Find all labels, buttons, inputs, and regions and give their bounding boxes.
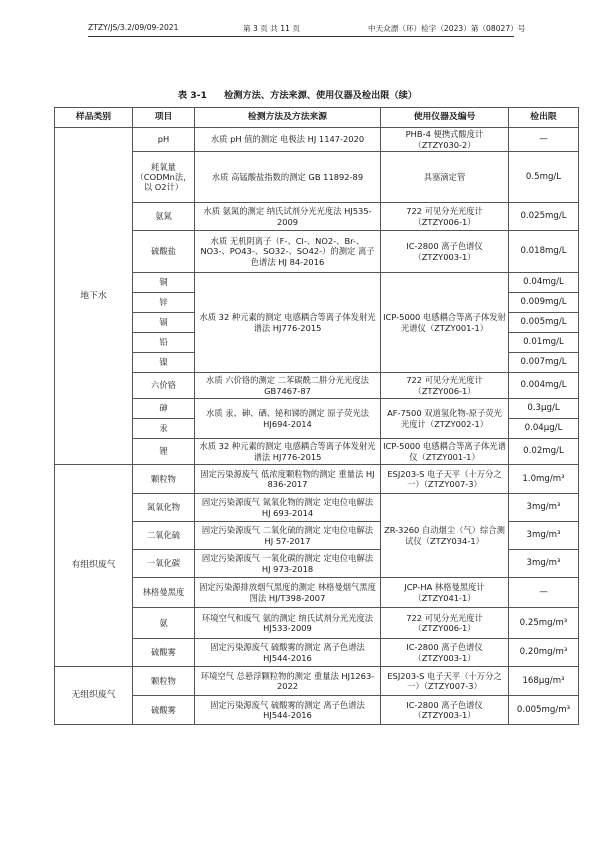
- table-row: [55, 465, 579, 494]
- method-cell: 固定污染源废气 二氧化硫的测定 定电位电解法 HJ 57-2017: [195, 522, 381, 550]
- limit-cell: 0.25mg/m³: [509, 608, 579, 639]
- report-number: 中天众漂（环）检字（2023）第（08027）号: [368, 24, 526, 33]
- instrument-cell: 722 可见分光光度计（ZTZY006-1）: [381, 608, 509, 639]
- item-cell: 硫酸雾: [133, 639, 195, 667]
- instrument-cell: PHB-4 便携式酸度计（ZTZY030-2）: [381, 128, 509, 152]
- table-row: [55, 696, 579, 725]
- limit-cell: 0.005mg/L: [509, 313, 579, 333]
- limit-cell: 0.018mg/L: [509, 231, 579, 273]
- item-cell: 一氧化碳: [133, 550, 195, 578]
- table-row: [55, 373, 579, 399]
- page-indicator: 第 3 页 共 11 页: [243, 24, 300, 33]
- limit-cell: 0.005mg/m³: [509, 696, 579, 725]
- instrument-cell: 722 可见分光光度计（ZTZY006-1）: [381, 203, 509, 231]
- table-row: [55, 203, 579, 231]
- instrument-cell: IC-2800 离子色谱仪（ZTZY003-1）: [381, 639, 509, 667]
- item-cell: 氮氧化物: [133, 494, 195, 522]
- item-cell: 氨氮: [133, 203, 195, 231]
- limit-cell: 0.04μg/L: [509, 419, 579, 439]
- document-code: ZTZY/JS/3.2/09/09-2021: [88, 23, 179, 32]
- limit-cell: 0.3μg/L: [509, 399, 579, 419]
- instrument-cell: ICP-5000 电感耦合等离子体光谱仪（ZTZY001-1）: [381, 439, 509, 465]
- col-header-method: 检测方法及方法来源: [195, 108, 381, 128]
- item-cell: 氨: [133, 608, 195, 639]
- instrument-cell: JCP-HA 林格曼黑度计（ZTZY041-1）: [381, 578, 509, 608]
- item-cell: 颗粒物: [133, 465, 195, 494]
- table-row: [55, 128, 579, 152]
- method-cell: 环境空气 总悬浮颗粒物的测定 重量法 HJ1263-2022: [195, 667, 381, 696]
- col-header-item: 项目: [133, 108, 195, 128]
- item-cell: 锌: [133, 293, 195, 313]
- instrument-cell: IC-2800 离子色谱仪（ZTZY003-1）: [381, 696, 509, 725]
- method-cell: 固定污染源废气 硫酸雾的测定 离子色谱法 HJ544-2016: [195, 696, 381, 725]
- limit-cell: 0.004mg/L: [509, 373, 579, 399]
- instrument-cell: 具塞滴定管: [381, 152, 509, 203]
- item-cell: 硫酸盐: [133, 231, 195, 273]
- limit-cell: 3mg/m³: [509, 522, 579, 550]
- limit-cell: 0.01mg/L: [509, 333, 579, 353]
- limit-cell: 0.02mg/L: [509, 439, 579, 465]
- instrument-cell: IC-2800 离子色谱仪（ZTZY003-1）: [381, 231, 509, 273]
- item-cell: 铜: [133, 273, 195, 293]
- item-cell: 硫酸雾: [133, 696, 195, 725]
- col-header-category: 样品类别: [55, 108, 133, 128]
- item-cell: 汞: [133, 419, 195, 439]
- limit-cell: 0.5mg/L: [509, 152, 579, 203]
- limit-cell: 0.007mg/L: [509, 353, 579, 373]
- item-cell: 砷: [133, 399, 195, 419]
- table-row: [55, 494, 579, 522]
- method-cell: 水质 pH 值的测定 电极法 HJ 1147-2020: [195, 128, 381, 152]
- item-cell: 六价铬: [133, 373, 195, 399]
- method-cell: 固定污染源废气 氮氧化物的测定 定电位电解法 HJ 693-2014: [195, 494, 381, 522]
- table-row: [55, 608, 579, 639]
- instrument-cell: AF-7500 双道氢化物-原子荧光光度计（ZTZY002-1）: [381, 399, 509, 439]
- method-cell: 水质 汞、砷、硒、铋和锑的测定 原子荧光法 HJ694-2014: [195, 399, 381, 439]
- item-cell: pH: [133, 128, 195, 152]
- method-cell: 固定污染源废气 低浓度颗粒物的测定 重量法 HJ 836-2017: [195, 465, 381, 494]
- instrument-cell: ESJ203-S 电子天平（十万分之一）（ZTZY007-3）: [381, 465, 509, 494]
- limit-cell: 0.20mg/m³: [509, 639, 579, 667]
- limit-cell: —: [509, 128, 579, 152]
- method-cell: 固定污染源排放烟气黑度的测定 林格曼烟气黑度图法 HJ/T398-2007: [195, 578, 381, 608]
- instrument-cell: 722 可见分光光度计（ZTZY006-1）: [381, 373, 509, 399]
- table-caption: [0, 87, 595, 101]
- limit-cell: 0.04mg/L: [509, 273, 579, 293]
- method-cell: 水质 氨氮的测定 纳氏试剂分光光度法 HJ535-2009: [195, 203, 381, 231]
- table-title: 检测方法、方法来源、使用仪器及检出限（续）: [224, 90, 418, 101]
- limit-cell: 0.025mg/L: [509, 203, 579, 231]
- instrument-cell: ESJ203-S 电子天平（十万分之一）（ZTZY007-3）: [381, 667, 509, 696]
- item-cell: [133, 152, 195, 203]
- item-cell: 镉: [133, 313, 195, 333]
- detection-methods-table: [54, 107, 579, 725]
- method-cell: 水质 32 种元素的测定 电感耦合等离子体发射光谱法 HJ776-2015: [195, 439, 381, 465]
- table-row: [55, 231, 579, 273]
- category-cell: 无组织废气: [55, 667, 133, 725]
- limit-cell: 3mg/m³: [509, 494, 579, 522]
- method-cell: 水质 六价铬的测定 二苯碳酰二肼分光光度法 GB7467-87: [195, 373, 381, 399]
- item-cell: 颗粒物: [133, 667, 195, 696]
- item-cell: 林格曼黑度: [133, 578, 195, 608]
- method-cell: 水质 无机阴离子（F-、Cl-、NO2-、Br-、NO3-、PO43-、SO32-、SO42-）的测定 离子色谱法 HJ 84-2016: [195, 231, 381, 273]
- table-number: 表 3-1: [177, 90, 207, 101]
- header-rule: [88, 36, 514, 37]
- table-row: [55, 399, 579, 419]
- method-cell: 固定污染源废气 硫酸雾的测定 离子色谱法 HJ544-2016: [195, 639, 381, 667]
- table-row: [55, 667, 579, 696]
- method-cell: 水质 32 种元素的测定 电感耦合等离子体发射光谱法 HJ776-2015: [195, 273, 381, 373]
- table-row: [55, 439, 579, 465]
- limit-cell: 0.009mg/L: [509, 293, 579, 313]
- instrument-cell: ZR-3260 自动烟尘（气）综合测试仪（ZTZY034-1）: [381, 494, 509, 578]
- category-cell: 地下水: [55, 128, 133, 465]
- item-cell: 铅: [133, 333, 195, 353]
- limit-cell: 1.0mg/m³: [509, 465, 579, 494]
- item-cell: 镍: [133, 353, 195, 373]
- col-header-limit: 检出限: [509, 108, 579, 128]
- table-header-row: [55, 108, 579, 128]
- instrument-cell: ICP-5000 电感耦合等离子体发射光谱仪（ZTZY001-1）: [381, 273, 509, 373]
- col-header-instrument: 使用仪器及编号: [381, 108, 509, 128]
- item-text: 耗氧量（CODMn法，以 O2计）: [135, 161, 192, 193]
- item-cell: 二氧化硫: [133, 522, 195, 550]
- method-cell: 水质 高锰酸盐指数的测定 GB 11892-89: [195, 152, 381, 203]
- method-cell: 环境空气和废气 氨的测定 纳氏试剂分光光度法 HJ533-2009: [195, 608, 381, 639]
- limit-cell: 3mg/m³: [509, 550, 579, 578]
- method-cell: 固定污染源废气 一氧化碳的测定 定电位电解法 HJ 973-2018: [195, 550, 381, 578]
- table-row: [55, 152, 579, 203]
- limit-cell: 168μg/m³: [509, 667, 579, 696]
- category-cell: 有组织废气: [55, 465, 133, 667]
- table-row: [55, 273, 579, 293]
- table-row: [55, 578, 579, 608]
- table-row: [55, 639, 579, 667]
- item-cell: 锂: [133, 439, 195, 465]
- limit-cell: —: [509, 578, 579, 608]
